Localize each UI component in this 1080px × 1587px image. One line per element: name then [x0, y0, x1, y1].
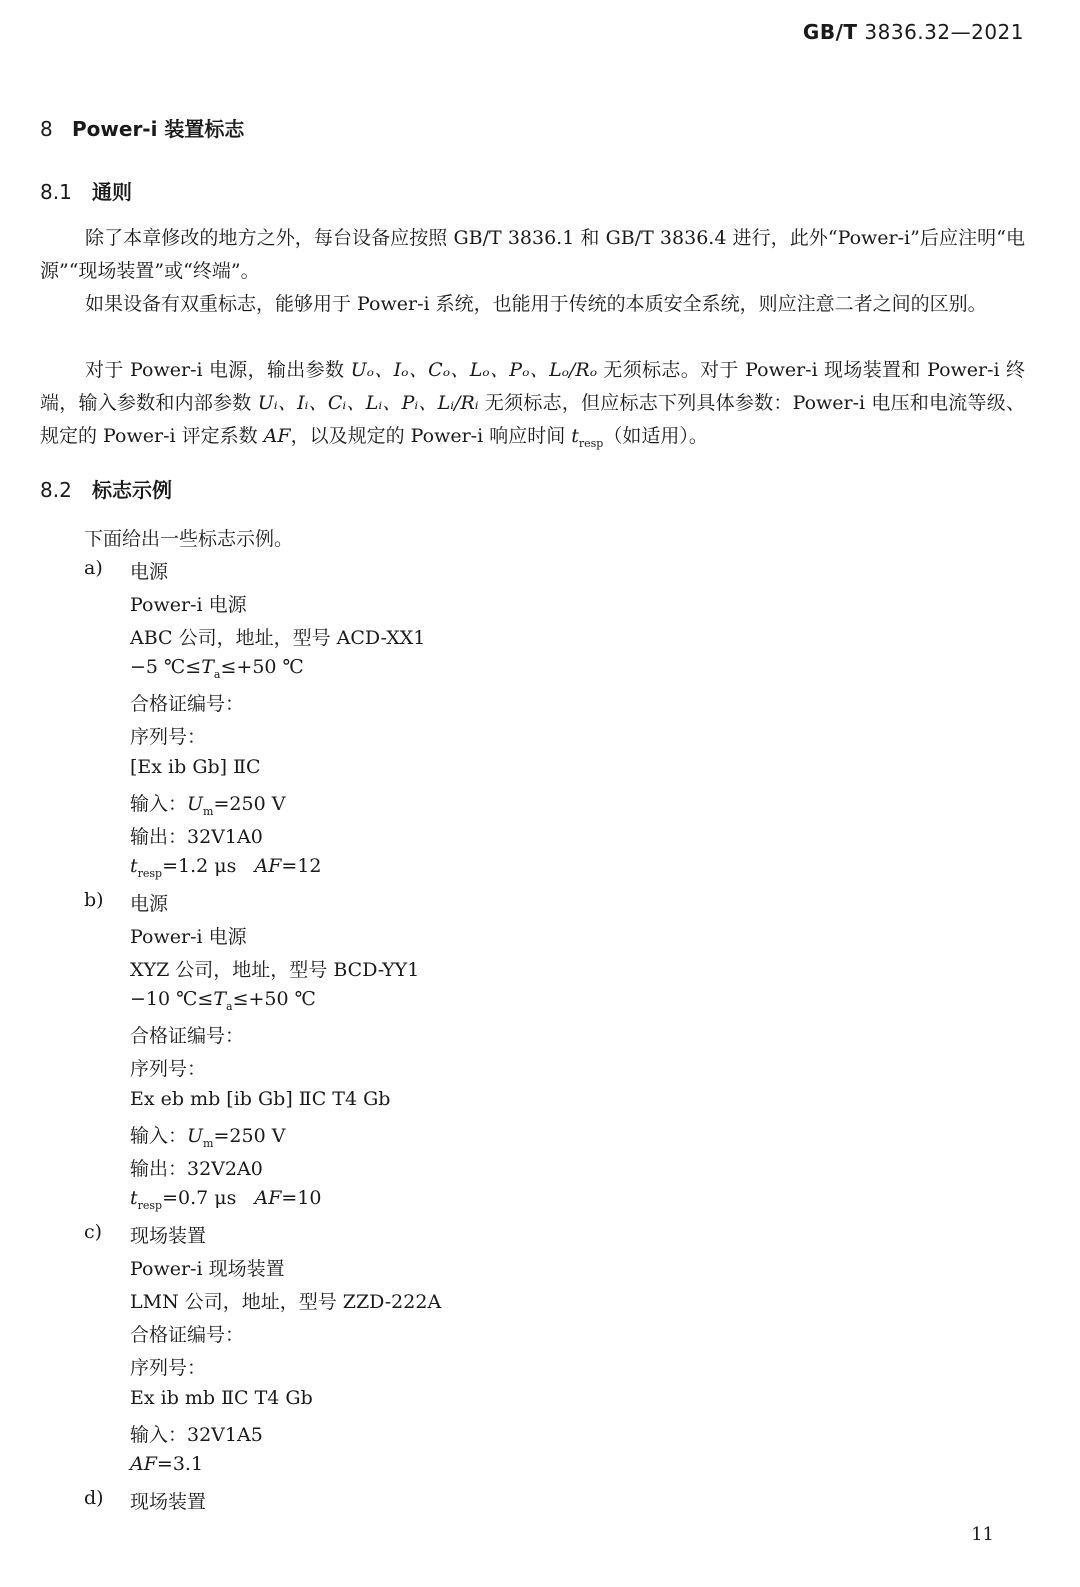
examples-intro: 下面给出一些标志示例。	[84, 528, 294, 550]
item-a-output: 输出：32V1A0	[130, 826, 263, 848]
standard-code: GB/T 3836.32—2021	[802, 20, 1024, 44]
item-a-response: $t_{resp}=1.2$ μs AF=12	[130, 855, 322, 880]
section-8-2-heading: 8.2 标志示例	[40, 478, 172, 502]
item-a-serial: 序列号：	[130, 726, 207, 748]
item-c-ex-marking: Ex ib mb ⅡC T4 Gb	[130, 1387, 313, 1409]
item-a-input: 输入：$U_m=250$ V	[130, 793, 286, 818]
item-b-output: 输出：32V2A0	[130, 1158, 263, 1180]
paragraph-general-3: 对于 Power-i 电源，输出参数 Uₒ、Iₒ、Cₒ、Lₒ、Pₒ、Lₒ/Rₒ 无须标志。对于 Power-i 现场装置和 Power-i 终端，输入参数和内部参数 Uᵢ、Iᵢ、Cᵢ、Lᵢ、Pᵢ、Lᵢ/Rᵢ 无须标志，但应标志下列具体参数：Power-i 电压和电流等级、规定的 Power-i 评定系数 AF，以及规定的 Power-i 响应时间 $t_{resp}$（如适用）。	[40, 359, 1025, 450]
item-c-label: c)	[84, 1221, 103, 1243]
item-a-ex-marking: [Ex ib Gb] ⅡC	[130, 756, 261, 778]
item-b-response: $t_{resp}=0.7$ μs AF=10	[130, 1187, 322, 1212]
section-8-heading: 8 Power-i 装置标志	[40, 117, 245, 141]
item-a-temperature: −5 $℃\le T_a\le+50$ ℃	[130, 656, 304, 681]
item-c-certificate: 合格证编号：	[130, 1324, 245, 1346]
item-a-title: 电源	[130, 561, 169, 583]
item-b-temperature: −10 $℃\le T_a\le+50$ ℃	[130, 988, 316, 1013]
item-c-line-2: LMN 公司，地址，型号 ZZD-222A	[130, 1291, 442, 1313]
item-c-title: 现场装置	[130, 1225, 207, 1247]
item-d-title: 现场装置	[130, 1491, 207, 1513]
item-b-line-1: Power-i 电源	[130, 926, 247, 948]
item-b-line-2: XYZ 公司，地址，型号 BCD-YY1	[130, 959, 420, 981]
page-number: 11	[971, 1524, 994, 1545]
item-b-serial: 序列号：	[130, 1058, 207, 1080]
item-a-label: a)	[84, 557, 103, 579]
item-b-input: 输入：$U_m=250$ V	[130, 1125, 286, 1150]
item-a-certificate: 合格证编号：	[130, 693, 245, 715]
item-a-line-2: ABC 公司，地址，型号 ACD-XX1	[130, 627, 426, 649]
section-8-1-heading: 8.1 通则	[40, 180, 132, 204]
paragraph-general-1: 除了本章修改的地方之外，每台设备应按照 GB/T 3836.1 和 GB/T 3836.4 进行，此外“Power-i”后应注明“电源”“现场装置”或“终端”。	[40, 227, 1025, 282]
item-c-line-1: Power-i 现场装置	[130, 1258, 285, 1280]
item-a-line-1: Power-i 电源	[130, 594, 247, 616]
item-d-label: d)	[84, 1487, 104, 1509]
item-c-af: AF=3.1	[130, 1453, 204, 1475]
item-b-certificate: 合格证编号：	[130, 1025, 245, 1047]
item-b-ex-marking: Ex eb mb [ib Gb] ⅡC T4 Gb	[130, 1088, 391, 1110]
paragraph-general-2: 如果设备有双重标志，能够用于 Power-i 系统，也能用于传统的本质安全系统，则应注意二者之间的区别。	[85, 293, 987, 315]
item-c-input: 输入：32V1A5	[130, 1424, 263, 1446]
item-b-label: b)	[84, 889, 104, 911]
item-c-serial: 序列号：	[130, 1357, 207, 1379]
item-b-title: 电源	[130, 893, 169, 915]
